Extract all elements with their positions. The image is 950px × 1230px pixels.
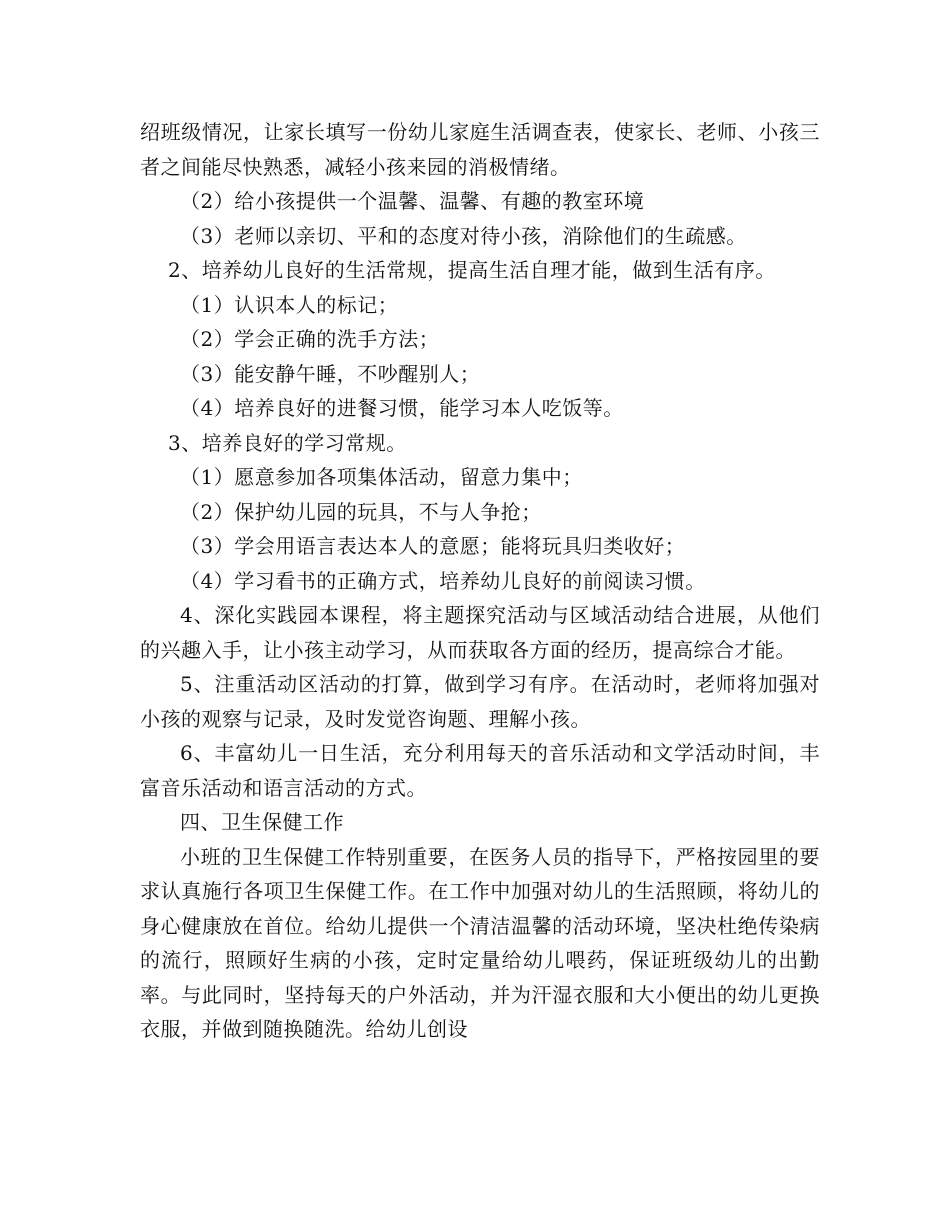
paragraph-section-2: 2、培养幼儿良好的生活常规，提高生活自理才能，做到生活有序。 [168,258,776,282]
paragraph-item-3-3: （3）学会用语言表达本人的意愿；能将玩具归类收好； [180,534,686,558]
paragraph-section-5: 5、注重活动区活动的打算，做到学习有序。在活动时，老师将加强对小孩的观察与记录，及时发觉咨询题、理解小孩。 [140,672,820,731]
paragraph-section-3: 3、培养良好的学习常规。 [168,430,407,455]
paragraph-section-6: 6、丰富幼儿一日生活，充分利用每天的音乐活动和文学活动时间，丰富音乐活动和语言活动的方式。 [140,741,820,800]
paragraph-item-2: （2）给小孩提供一个温馨、温馨、有趣的教室环境 [180,189,645,213]
paragraph-item-2-3: （3）能安静午睡，不吵醒别人； [180,361,481,386]
paragraph-section-4: 4、深化实践园本课程，将主题探究活动与区域活动结合进展，从他们的兴趣入手，让小孩主动学习，从而获取各方面的经历，提高综合才能。 [140,603,820,662]
paragraph-item-3-2: （2）保护幼儿园的玩具，不与人争抢； [180,499,542,524]
document-body [140,115,820,1047]
paragraph-item-3: （3）老师以亲切、平和的态度对待小孩，消除他们的生疏感。 [180,223,747,248]
heading-hygiene: 四、卫生保健工作 [180,810,344,834]
paragraph-continuation: 绍班级情况，让家长填写一份幼儿家庭生活调查表，使家长、老师、小孩三者之间能尽快熟悉，减轻小孩来园的消极情绪。 [140,120,820,179]
paragraph-item-2-2: （2）学会正确的洗手方法； [180,327,440,351]
paragraph-hygiene-body: 小班的卫生保健工作特别重要，在医务人员的指导下，严格按园里的要求认真施行各项卫生保健工作。在工作中加强对幼儿的生活照顾，将幼儿的身心健康放在首位。给幼儿提供一个清洁温馨的活动环境，坚决杜绝传染病的流行，照顾好生病的小孩，定时定量给幼儿喂药，保证班级幼儿的出勤率。与此同时，坚持每天的户外活动，并为汗湿衣服和大小便出的幼儿更换衣服，并做到随换随洗。给幼儿创设 [140,844,820,1041]
paragraph-item-2-1: （1）认识本人的标记； [180,292,399,317]
paragraph-item-2-4: （4）培养良好的进餐习惯，能学习本人吃饭等。 [180,396,624,420]
paragraph-item-3-1: （1）愿意参加各项集体活动，留意力集中； [180,465,583,489]
paragraph-item-3-4: （4）学习看书的正确方式，培养幼儿良好的前阅读习惯。 [180,568,706,593]
